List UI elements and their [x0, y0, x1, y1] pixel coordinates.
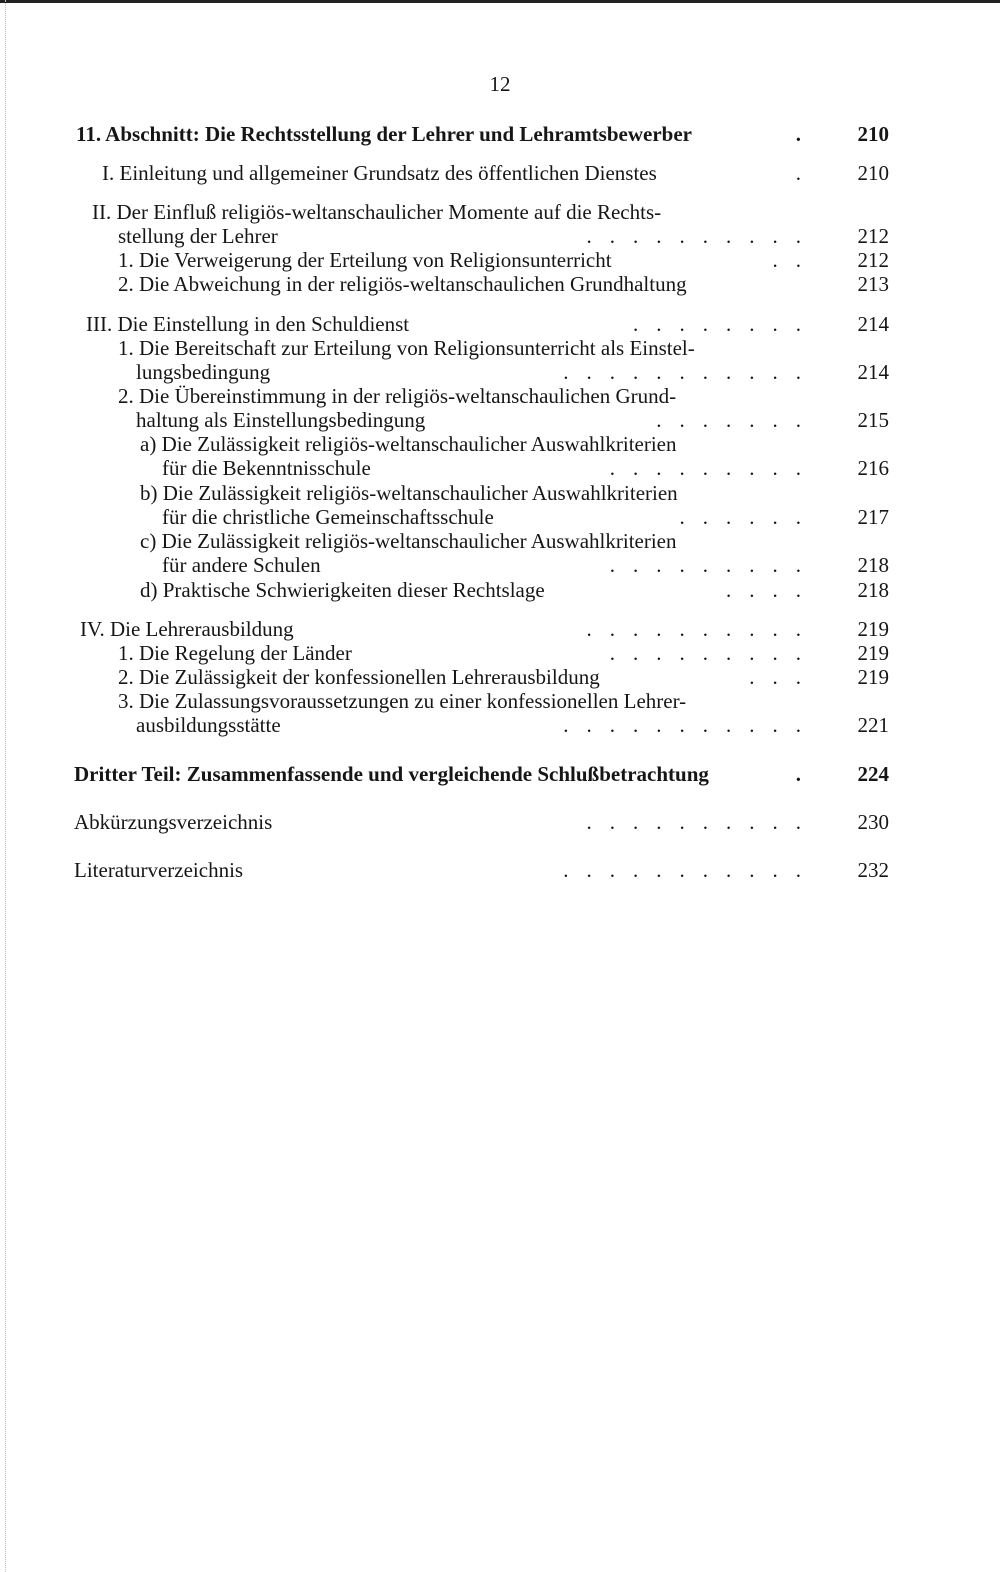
toc-entry — [118, 224, 889, 248]
toc-entry-text: Literaturverzeichnis — [74, 858, 244, 882]
toc-entry — [140, 578, 889, 602]
toc-entry-page: 219 — [857, 641, 889, 665]
toc-entry-text: stellung der Lehrer — [118, 224, 278, 248]
toc-entry-page: 210 — [857, 122, 889, 146]
toc-entry — [80, 617, 889, 641]
toc-entry — [102, 161, 889, 185]
toc-entry-text: 1. Die Verweigerung der Erteilung von Religionsunterricht — [118, 248, 612, 272]
toc-entry-text: für die Bekenntnisschule — [162, 456, 371, 480]
toc-entry — [162, 456, 889, 480]
toc-entry — [74, 762, 889, 786]
toc-entry — [140, 481, 889, 505]
toc-entry-leader: ......... — [609, 456, 819, 480]
toc-entry — [86, 312, 889, 336]
toc-entry-page: 213 — [857, 272, 889, 296]
toc-entry-leader: ...... — [679, 505, 819, 529]
toc-entry — [140, 529, 889, 553]
toc-entry-page: 218 — [857, 578, 889, 602]
toc-entry-page: 214 — [857, 360, 889, 384]
toc-entry-leader: ........ — [633, 312, 819, 336]
toc-entry-leader: ... — [749, 665, 819, 689]
toc-entry-page: 212 — [857, 224, 889, 248]
toc-entry-text: haltung als Einstellungsbedingung — [136, 408, 426, 432]
toc-entry-page: 212 — [857, 248, 889, 272]
toc-entry — [118, 641, 889, 665]
toc-entry — [162, 553, 889, 577]
toc-entry — [118, 248, 889, 272]
toc-entry-text: III. Die Einstellung in den Schuldienst — [86, 312, 410, 336]
toc-entry-text: I. Einleitung und allgemeiner Grundsatz des öffentlichen Dienstes — [102, 161, 657, 185]
toc-entry-page: 217 — [857, 505, 889, 529]
toc-entry-text: für die christliche Gemeinschaftsschule — [162, 505, 494, 529]
toc-entry — [92, 200, 889, 224]
toc-entry-page: 210 — [857, 161, 889, 185]
toc-entry-text: 2. Die Abweichung in der religiös-weltanschaulichen Grundhaltung — [118, 272, 687, 296]
toc-entry-page: 216 — [857, 456, 889, 480]
toc-entry-page: 219 — [857, 665, 889, 689]
toc-entry — [136, 408, 889, 432]
toc-entry-text: 1. Die Regelung der Länder — [118, 641, 352, 665]
toc-entry-leader: .... — [726, 578, 819, 602]
scan-edge-left — [5, 0, 6, 1572]
toc-entry-text: lungsbedingung — [136, 360, 271, 384]
toc-entry — [136, 360, 889, 384]
toc-entry-text: II. Der Einfluß religiös-weltanschaulicher Momente auf die Rechts- — [92, 200, 662, 224]
toc-entry — [118, 384, 889, 408]
toc-entry — [162, 505, 889, 529]
page-number: 12 — [489, 72, 511, 96]
toc-entry-page: 215 — [857, 408, 889, 432]
toc-entry-text: b) Die Zulässigkeit religiös-weltanschaulicher Auswahlkriterien — [140, 481, 678, 505]
toc-entry-leader: .......... — [586, 810, 819, 834]
toc-entry-text: d) Praktische Schwierigkeiten dieser Rechtslage — [140, 578, 545, 602]
toc-entry — [76, 122, 889, 146]
toc-entry-text: Dritter Teil: Zusammenfassende und vergleichende Schlußbetrachtung — [74, 762, 709, 786]
toc-entry-text: 3. Die Zulassungsvoraussetzungen zu einer konfessionellen Lehrer- — [118, 689, 687, 713]
toc-entry-text: 1. Die Bereitschaft zur Erteilung von Religionsunterricht als Einstel- — [118, 336, 695, 360]
toc-entry — [118, 689, 889, 713]
toc-entry-text: Abkürzungsverzeichnis — [74, 810, 273, 834]
toc-entry-leader: .......... — [586, 617, 819, 641]
toc-entry-leader: . — [795, 762, 819, 786]
toc-entry-leader: .. — [772, 248, 819, 272]
toc-entry-text: ausbildungsstätte — [136, 713, 281, 737]
toc-entry-page: 232 — [857, 858, 889, 882]
toc-entry — [74, 858, 889, 882]
toc-entry-text: für andere Schulen — [162, 553, 321, 577]
scan-edge-top — [0, 0, 1000, 3]
toc-entry-text: a) Die Zulässigkeit religiös-weltanschaulicher Auswahlkriterien — [140, 432, 677, 456]
toc-entry-leader: .......... — [586, 224, 819, 248]
toc-entry — [140, 432, 889, 456]
toc-entry-leader: . — [795, 161, 819, 185]
toc-entry-page: 230 — [857, 810, 889, 834]
toc-entry-text: c) Die Zulässigkeit religiös-weltanschaulicher Auswahlkriterien — [140, 529, 677, 553]
toc-entry-page: 214 — [857, 312, 889, 336]
toc-entry — [136, 713, 889, 737]
toc-entry — [74, 810, 889, 834]
toc-entry-leader: ........... — [563, 360, 819, 384]
toc-entry — [118, 665, 889, 689]
toc-entry-leader: ......... — [609, 641, 819, 665]
toc-entry-leader: ....... — [656, 408, 819, 432]
toc-entry-text: 2. Die Zulässigkeit der konfessionellen Lehrerausbildung — [118, 665, 600, 689]
toc-entry — [118, 272, 889, 296]
toc-entry-page: 219 — [857, 617, 889, 641]
toc-entry — [118, 336, 889, 360]
toc-entry-leader: ........... — [563, 713, 819, 737]
toc-entry-leader: ........... — [563, 858, 819, 882]
toc-entry-page: 224 — [857, 762, 889, 786]
toc-entry-text: 2. Die Übereinstimmung in der religiös-weltanschaulichen Grund- — [118, 384, 677, 408]
toc-entry-text: IV. Die Lehrerausbildung — [80, 617, 294, 641]
toc-entry-leader: . — [795, 122, 819, 146]
toc-entry-leader: ......... — [609, 553, 819, 577]
toc-entry-text: 11. Abschnitt: Die Rechtsstellung der Lehrer und Lehramtsbewerber — [76, 122, 692, 146]
toc-entry-page: 218 — [857, 553, 889, 577]
toc-entry-page: 221 — [857, 713, 889, 737]
